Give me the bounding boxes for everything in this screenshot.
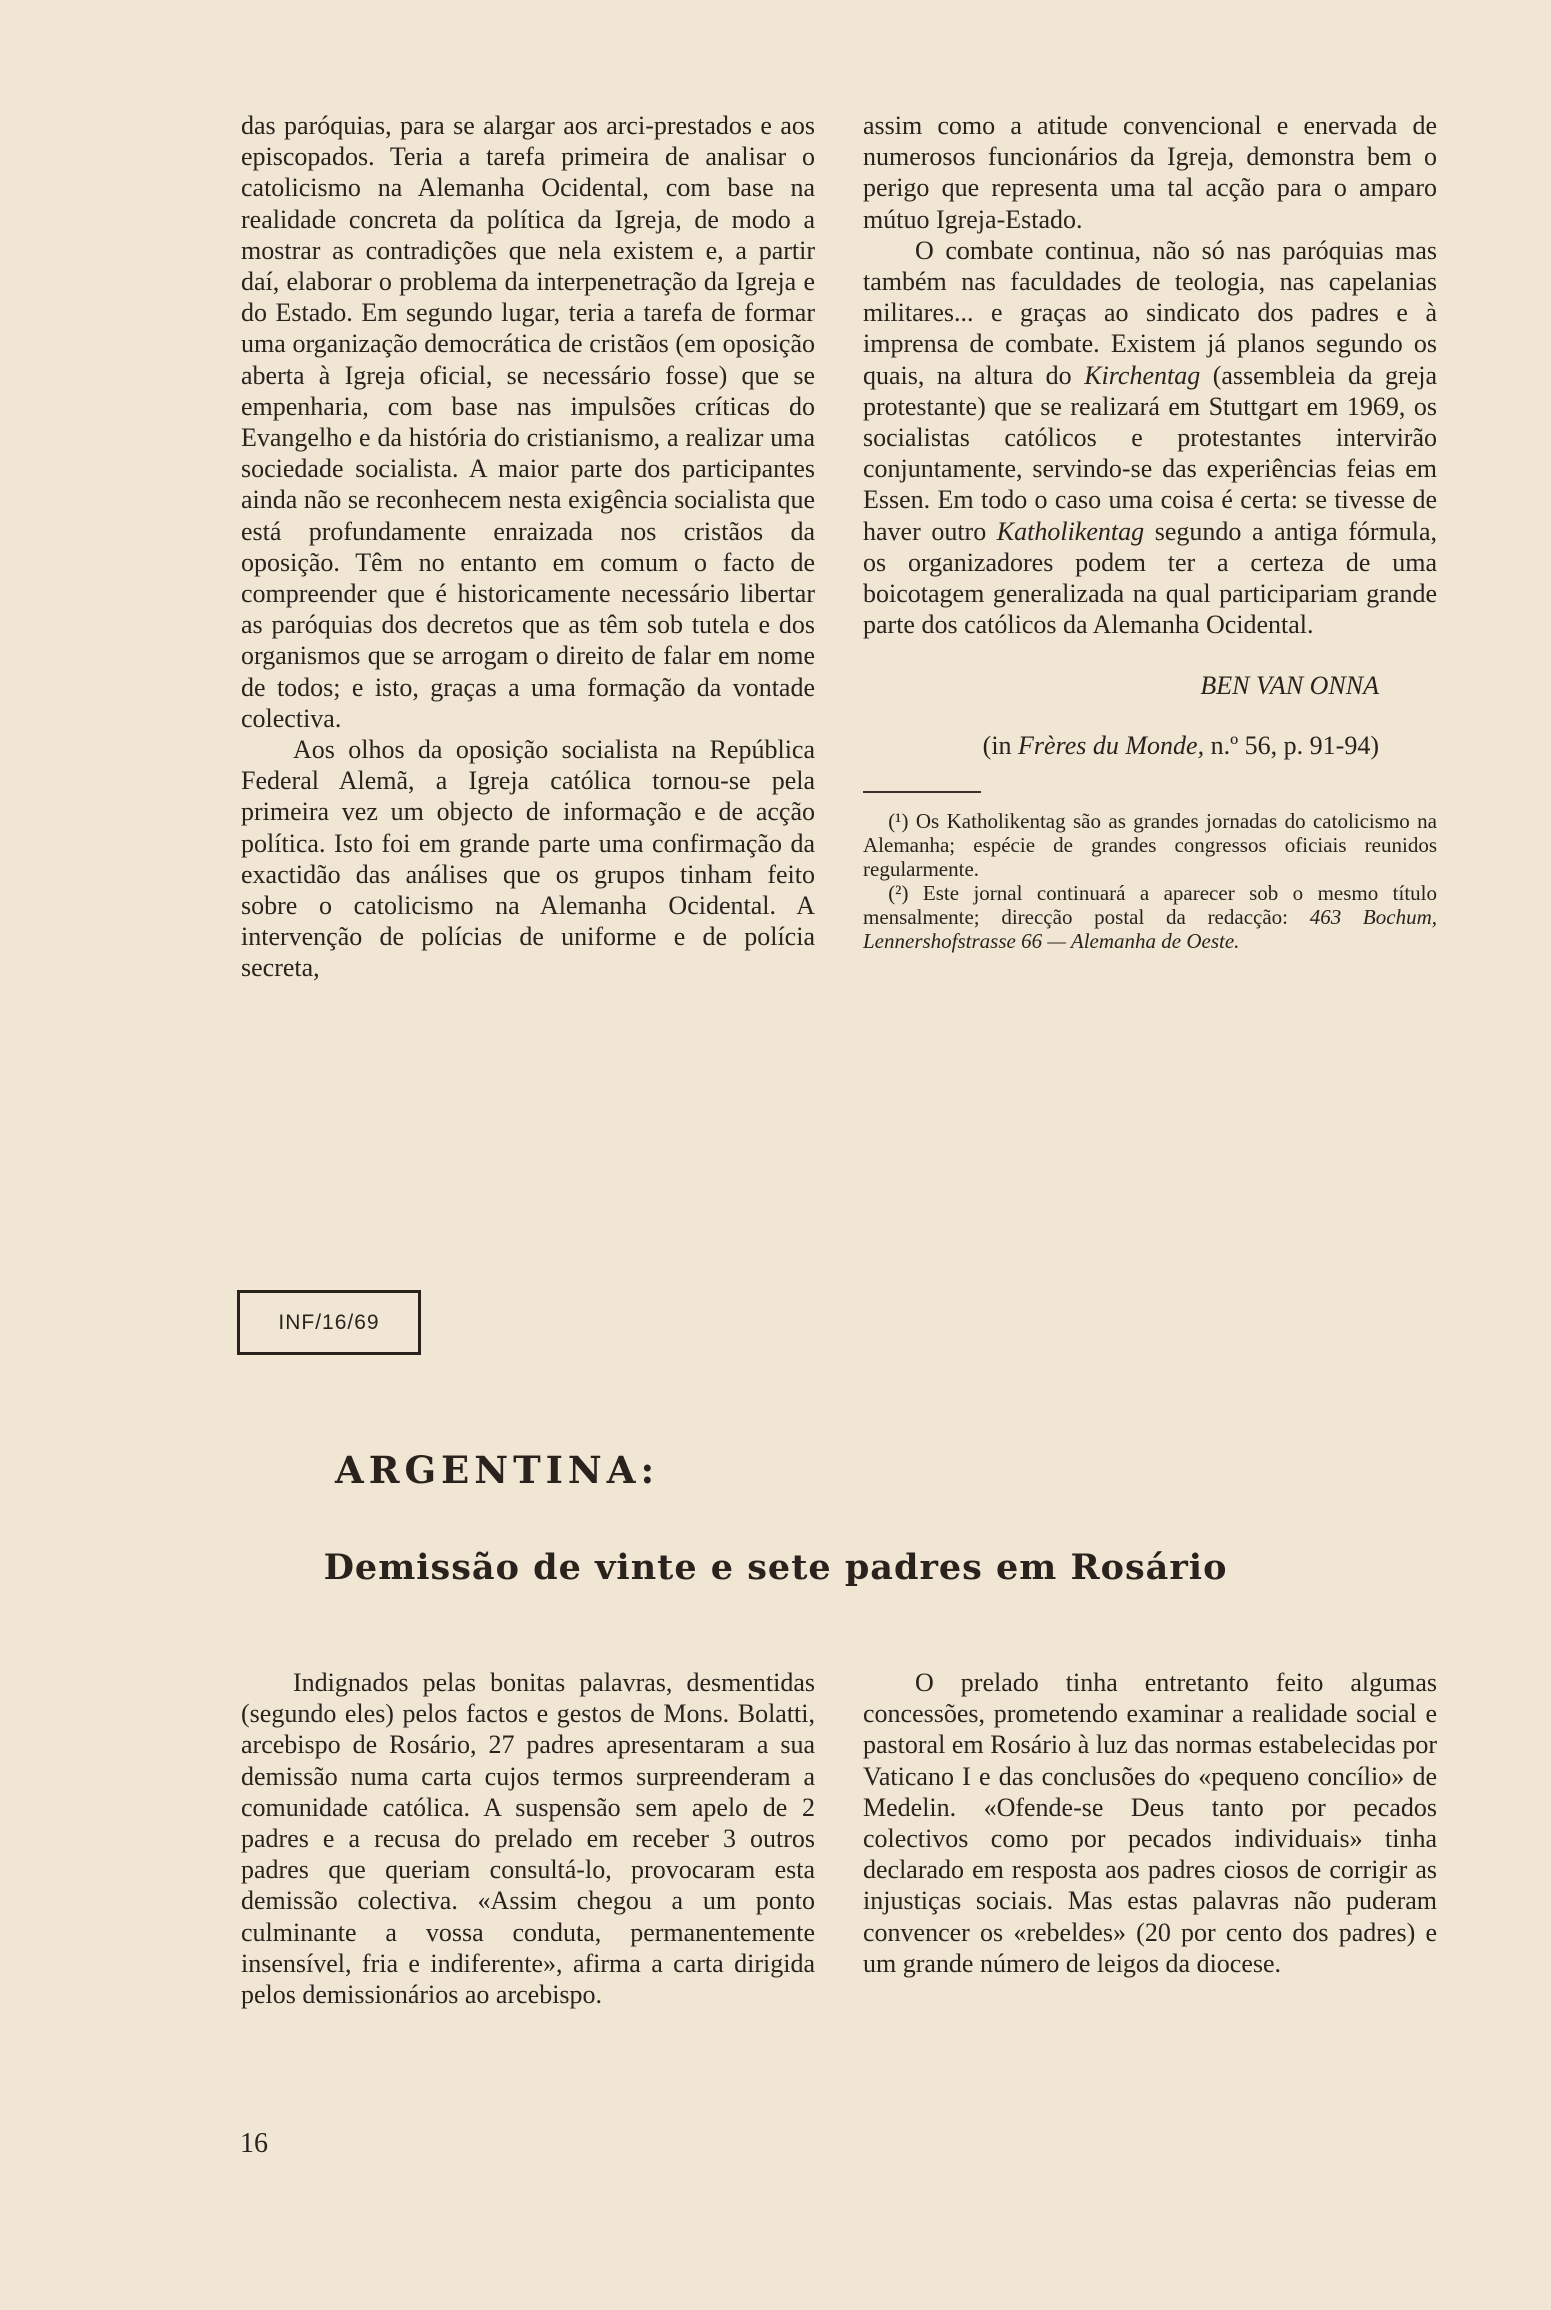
page-number: 16 (240, 2128, 268, 2159)
top-right-column (863, 110, 1437, 953)
footnote-divider (863, 791, 981, 793)
footnotes (863, 809, 1437, 953)
top-right-paragraph-2: O combate continua, não só nas paróquias mas também nas faculdades de teologia, nas capelanias militares... e graças ao sindicato dos padres e à imprensa de combate. Existem já planos segundo os quais, na altura do Kirchentag (assembleia da greja protestante) que se realizará em Stuttgart em 1969, os socialistas católicos e protestantes intervirão conjuntamente, servindo-se das experiências feias em Essen. Em todo o caso uma coisa é certa: se tivesse de haver outro Katholikentag segundo a antiga fórmula, os organizadores podem ter a certeza de uma boicotagem generalizada na qual participariam grande parte dos católicos da Alemanha Ocidental. (863, 235, 1437, 640)
top-right-paragraph-1: assim como a atitude convencional e enervada de numerosos funcionários da Igreja, demonstra bem o perigo que representa uma tal acção para o amparo mútuo Igreja-Estado. (863, 111, 1437, 234)
reference-stamp: INF/16/69 (237, 1290, 421, 1355)
bottom-left-paragraph: Indignados pelas bonitas palavras, desmentidas (segundo eles) pelos factos e gestos de Mons. Bolatti, arcebispo de Rosário, 27 padres apresentaram a sua demissão numa carta cujos termos surpreenderam a comunidade católica. A suspensão sem apelo de 2 padres e a recusa do prelado em receber 3 outros padres que queriam consultá-lo, provocaram esta demissão colectiva. «Assim chegou a um ponto culminante a vossa conduta, permanentemente insensível, fria e indiferente», afirma a carta dirigida pelos demissionários ao arcebispo. (241, 1668, 815, 2010)
author-signature: BEN VAN ONNA (1200, 671, 1379, 701)
bottom-right-column (863, 1667, 1437, 1979)
source-citation: (in Frères du Monde, n.º 56, p. 91-94) (982, 730, 1379, 760)
country-heading: ARGENTINA: (335, 1448, 660, 1492)
katholikentag-term: Katholikentag (996, 516, 1145, 546)
kirchentag-term: Kirchentag (1084, 360, 1201, 390)
footnote-1: (¹) Os Katholikentag são as grandes jornadas do catolicismo na Alemanha; espécie de grandes congressos oficiais reunidos regularmente. (863, 808, 1438, 881)
footnote-2: (²) Este jornal continuará a aparecer sob o mesmo título mensalmente; direcção postal da redacção: 463 Bochum, Lennershofstrasse 66 — Alemanha de Oeste. (863, 880, 1437, 953)
top-left-paragraph-2: Aos olhos da oposição socialista na República Federal Alemã, a Igreja católica tornou-se pela primeira vez um objecto de informação e de acção política. Isto foi em grande parte uma confirmação da exactidão das análises que os grupos tinham feito sobre o catolicismo na Alemanha Ocidental. A intervenção de polícias de uniforme e de polícia secreta, (241, 735, 815, 983)
top-left-column (241, 110, 815, 984)
bottom-right-paragraph: O prelado tinha entretanto feito algumas concessões, prometendo examinar a realidade social e pastoral em Rosário à luz das normas estabelecidas por Vaticano I e das conclusões do «pequeno concílio» de Medelin. «Ofende-se Deus tanto por pecados colectivos como por pecados individuais» tinha declarado em resposta aos padres ciosos de corrigir as injustiças sociais. Mas estas palavras não puderam convencer os «rebeldes» (20 por cento dos padres) e um grande número de leigos da diocese. (863, 1668, 1437, 1978)
top-left-paragraph-1: das paróquias, para se alargar aos arci-prestados e aos episcopados. Teria a tarefa primeira de analisar o catolicismo na Alemanha Ocidental, com base na realidade concreta da política da Igreja, de modo a mostrar as contradições que nela existem e, a partir daí, elaborar o problema da interpenetração da Igreja e do Estado. Em segundo lugar, teria a tarefa de formar uma organização democrática de cristãos (em oposição aberta à Igreja oficial, se necessário fosse) que se empenharia, com base nas impulsões críticas do Evangelho e da história do cristianismo, a realizar uma sociedade socialista. A maior parte dos participantes ainda não se reconhecem nesta exigência socialista que está profundamente enraizada nos cristãos da oposição. Têm no entanto em comum o facto de compreender que é historicamente necessário libertar as paróquias dos decretos que as têm sob tutela e dos organismos que se arrogam o direito de falar em nome de todos; e isto, graças a uma formação da vontade colectiva. (241, 111, 815, 733)
article-headline: Demissão de vinte e sete padres em Rosário (323, 1547, 1228, 1588)
bottom-left-column (241, 1667, 815, 2010)
